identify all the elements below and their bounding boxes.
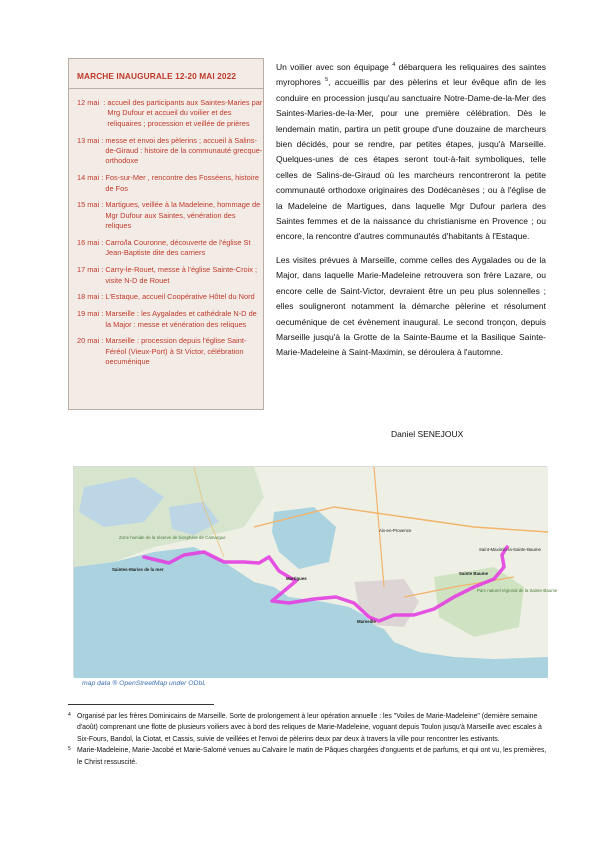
schedule-item: [77, 292, 263, 302]
schedule-item: [77, 98, 263, 129]
schedule-item: [77, 336, 263, 367]
map-label: Aix-en-Provence: [379, 528, 412, 533]
divider: [69, 88, 263, 89]
schedule-date: 18 mai :: [77, 292, 106, 302]
paragraph: [276, 60, 546, 245]
schedule-text: Fos-sur-Mer , rencontre des Fosséens, histoire de Fos: [105, 173, 259, 193]
footnote-number: 5: [68, 746, 71, 753]
footnote-text: Organisé par les frères Dominicains de Marseille. Sorte de prolongement à leur opération annuelle : les "Voiles de Marie-Madeleine" (dernière semaine d'août) comprenant une flotte de plusieurs voiliers avec à bord des reliques de Marie-Madeleine, voguant depuis Toulon jusqu'à Marseille avec escales à Six-Fours, Bandol, la Ciotat, et Cassis, suivie de veillées et l'envoi de pèlerins deux par deux à travers la ville pour rencontrer les estivants.: [77, 713, 542, 743]
schedule-text: L'Estaque, accueil Coopérative Hôtel du Nord: [105, 292, 255, 302]
schedule-date: 12 mai :: [77, 98, 108, 107]
footnote-ref[interactable]: 4: [392, 62, 396, 69]
route-map: [73, 466, 558, 677]
schedule-item: [77, 265, 263, 286]
map-label: Parc naturel régional de la Sainte-Baume: [477, 588, 558, 593]
paragraph: Les visites prévues à Marseille, comme celles des Aygalades ou de la Major, dans laquelle Marie-Madeleine retrouvera son frère Lazare, ou encore celle de Saint-Victor, devraient être un peu plus solennelles ; elles souligneront notamment la démarche pèlerine et résolument oecuménique de cet évènement inaugural. Le second tronçon, depuis Marseille jusqu'à la Grotte de la Sainte-Baume et la Basilique Sainte-Marie-Madeleine à Saint-Maximin, se déroulera à l'automne.: [276, 254, 546, 358]
schedule-text: Marseille : procession depuis l'église Saint- Féréol (Vieux-Port) à St Victor, célébration oecuménique: [105, 336, 247, 367]
map-label: Zone humide de la réserve de biosphère de Camargue: [119, 535, 226, 540]
schedule-date: 17 mai :: [77, 265, 106, 275]
paragraph-text: débarquera les reliquaires des saintes myrophores: [276, 62, 546, 88]
schedule-title: MARCHE INAUGURALE 12-20 MAI 2022: [77, 71, 237, 81]
schedule-item: [77, 200, 263, 231]
footnote: [68, 711, 548, 745]
schedule-text: Martigues, veillée à la Madeleine, hommage de Mgr Dufour aux Saintes, vénération des reliques: [105, 200, 261, 231]
footnote-divider: [68, 704, 214, 705]
paragraph-text: , accueillis par des pèlerins et leur évêque afin de les conduire en procession jusqu'au sanctuaire Notre-Dame-de-la-Mer des Saintes-Maries-de-la-Mer, pour une première célébration. Dès le lendemain matin, partira un petit groupe d'une douzaine de marcheurs bien décidés, pour se rendre, par petites étapes, jusqu'à Marseille. Quelques-unes de ces étapes seront tout-à-fait symboliques, telle celles de Salins-de-Giraud où les marcheurs rencontreront la petite communauté orthodoxe originaires des Dodécanèses ; ou à l'église de la Madeleine de Martigues, dans laquelle Mgr Dufour parlera des Saintes femmes et de la naissance du christianisme en Provence ; ou encore, la rencontre d'autres communautés d'habitants à l'Estaque.: [276, 77, 546, 242]
schedule-text: Carro/la Couronne, découverte de l'église St Jean-Baptiste dite des carriers: [105, 238, 251, 258]
footnote-number: 4: [68, 712, 71, 718]
footnote-text: Marie-Madeleine, Marie-Jacobé et Marie-Salomé venues au Calvaire le matin de Pâques chargées d'onguents et de parfums, et qui ont vu, les premières, le Christ ressuscité.: [77, 747, 547, 766]
map-label: Martigues: [286, 576, 307, 581]
article-body: [276, 60, 546, 361]
schedule-text: accueil des participants aux Saintes-Maries par Mrg Dufour et accueil du voilier et des reliquaires ; procession et veillée de prières: [107, 98, 263, 128]
schedule-date: 16 mai :: [77, 238, 106, 248]
schedule-item: [77, 238, 263, 259]
map-svg: [74, 467, 558, 678]
schedule-date: 20 mai :: [77, 336, 106, 346]
map-label: Saint-Maximin-la-Sainte-Baume: [479, 547, 541, 552]
schedule-text: messe et envoi des pèlerins ; accueil à Salins-de-Giraud : histoire de la communauté grecque-orthodoxe: [105, 135, 263, 166]
footnote-ref[interactable]: 5: [325, 77, 329, 84]
schedule-text: Marseille : les Aygalades et cathédrale N-D de la Major : messe et vénération des reliques: [105, 309, 257, 329]
map-credit: map data ® OpenStreetMap under ODbL: [82, 680, 207, 687]
schedule-item: [77, 309, 263, 330]
paragraph-text: Un voilier avec son équipage: [276, 62, 393, 72]
schedule-date: 14 mai :: [77, 173, 106, 183]
schedule-item: [77, 136, 263, 167]
footnote: [68, 745, 548, 768]
schedule-box: [68, 58, 264, 410]
schedule-date: 13 mai :: [77, 135, 106, 145]
footnotes: [68, 711, 548, 768]
schedule-text: Carry-le-Rouet, messe à l'église Sainte-Croix ; visite N-D de Rouet: [105, 265, 258, 285]
map-label: Sainte Baume: [459, 571, 489, 576]
map-label: Saintes-Maries de la mer: [112, 567, 164, 572]
schedule-list: [77, 98, 263, 374]
map-label: Marseille: [357, 619, 376, 624]
schedule-item: [77, 173, 263, 194]
schedule-date: 15 mai :: [77, 200, 106, 210]
schedule-date: 19 mai :: [77, 309, 106, 319]
author-signature: Daniel SENEJOUX: [391, 429, 464, 439]
